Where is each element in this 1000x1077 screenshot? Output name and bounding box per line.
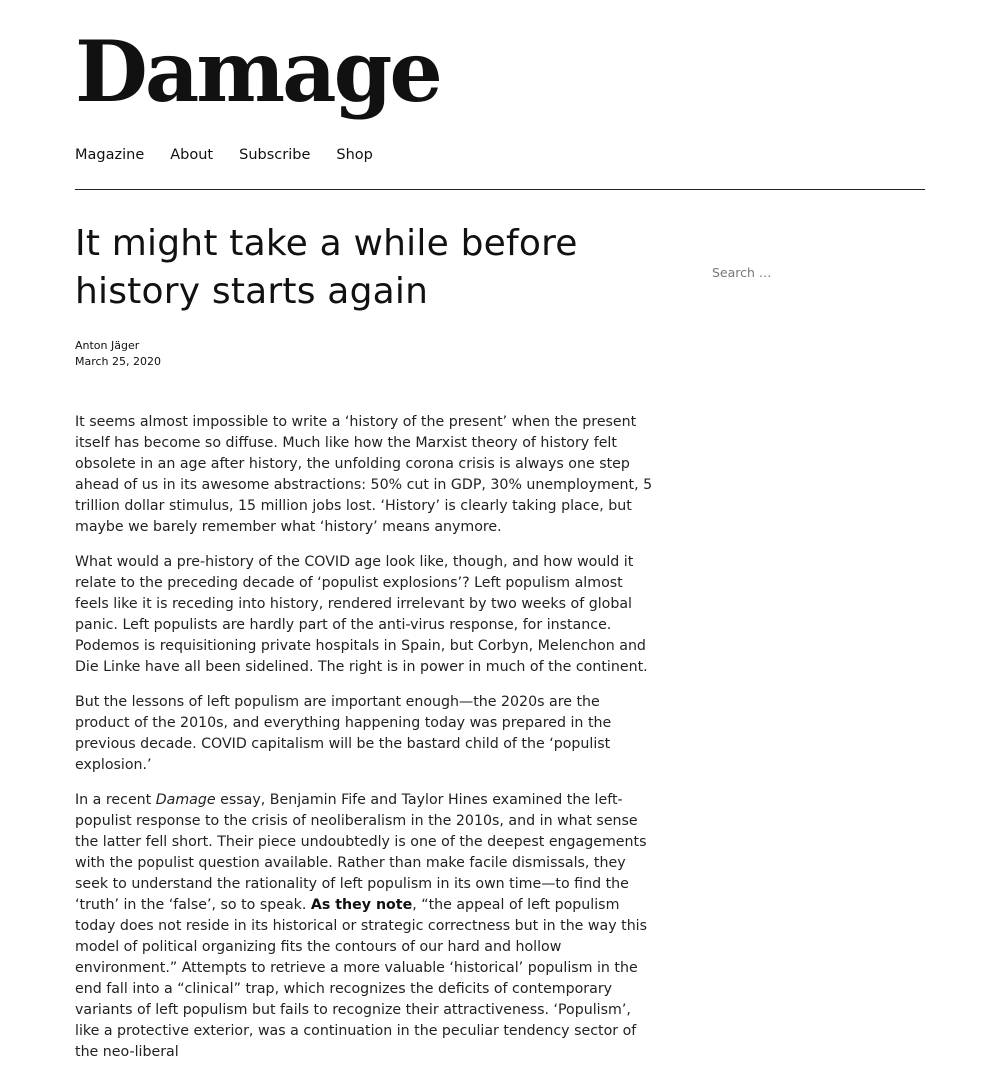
article — [75, 220, 655, 1077]
paragraph-4-text-b: essay, Benjamin Fife and Taylor Hines examined the left-populist response to the crisis of neoliberalism in the 2010s, and in what sense the latter fell short. Their piece undoubtedly is one of the deepest engagements with the populist question available. Rather than make facile dismissals, they seek to understand the rationality of left populism in its own time—to find the ‘truth’ in the ‘false’, so to speak. — [75, 792, 647, 913]
paragraph-4-text-a: In a recent — [75, 792, 156, 808]
nav-subscribe[interactable]: Subscribe — [239, 147, 311, 163]
nav-about[interactable]: About — [170, 147, 214, 163]
site-logo[interactable]: Damage — [75, 22, 440, 121]
nav-shop[interactable]: Shop — [336, 147, 373, 163]
paragraph-4-text-c: , “the appeal of left populism today does not reside in its historical or strategic correctness but in the way this model of political organizing fits the contours of our hard and hollow environment.” Attempts to retrieve a more valuable ‘historical’ populism in the end fall into a “clinical” trap, which recognizes the deficits of contemporary variants of left populism but fails to recognize their attractiveness. ‘Populism’, like a protective exterior, was a continuation in the peculiar tendency sector of the neo-liberal — [75, 897, 648, 1060]
article-body — [75, 412, 655, 1063]
paragraph-2: What would a pre-history of the COVID age look like, though, and how would it relate to the preceding decade of ‘populist explosions’? Left populism almost feels like it is receding into history, rendered irrelevant by two weeks of global panic. Left populists are hardly part of the anti-virus response, for instance. Podemos is requisitioning private hospitals in Spain, but Corbyn, Melenchon and Die Linke have all been sidelined. The right is in power in much of the continent. — [75, 554, 648, 675]
search-input[interactable] — [700, 258, 925, 286]
as-they-note-link[interactable]: As they note — [310, 897, 413, 913]
nav-magazine[interactable]: Magazine — [75, 147, 145, 163]
post-title: It might take a while before history starts again — [75, 223, 578, 312]
main-nav — [75, 146, 399, 164]
paragraph-1: It seems almost impossible to write a ‘history of the present’ when the present itself has become so diffuse. Much like how the Marxist theory of history felt obsolete in an age after history, the unfolding corona crisis is always one step ahead of us in its awesome abstractions: 50% cut in GDP, 30% unemployment, 5 trillion dollar stimulus, 15 million jobs lost. ‘History’ is clearly taking place, but maybe we barely remember what ‘history’ means anymore. — [75, 414, 653, 535]
author-link[interactable]: Anton Jäger — [75, 339, 140, 352]
paragraph-4 — [75, 790, 655, 1063]
paragraph-3: But the lessons of left populism are important enough—the 2020s are the product of the 2010s, and everything happening today was prepared in the previous decade. COVID capitalism will be the bastard child of the ‘populist explosion.’ — [75, 694, 612, 773]
post-meta — [75, 338, 655, 370]
sidebar — [700, 258, 925, 286]
post-date[interactable]: March 25, 2020 — [75, 355, 162, 368]
header-divider — [75, 189, 925, 190]
damage-italic: Damage — [155, 792, 216, 808]
